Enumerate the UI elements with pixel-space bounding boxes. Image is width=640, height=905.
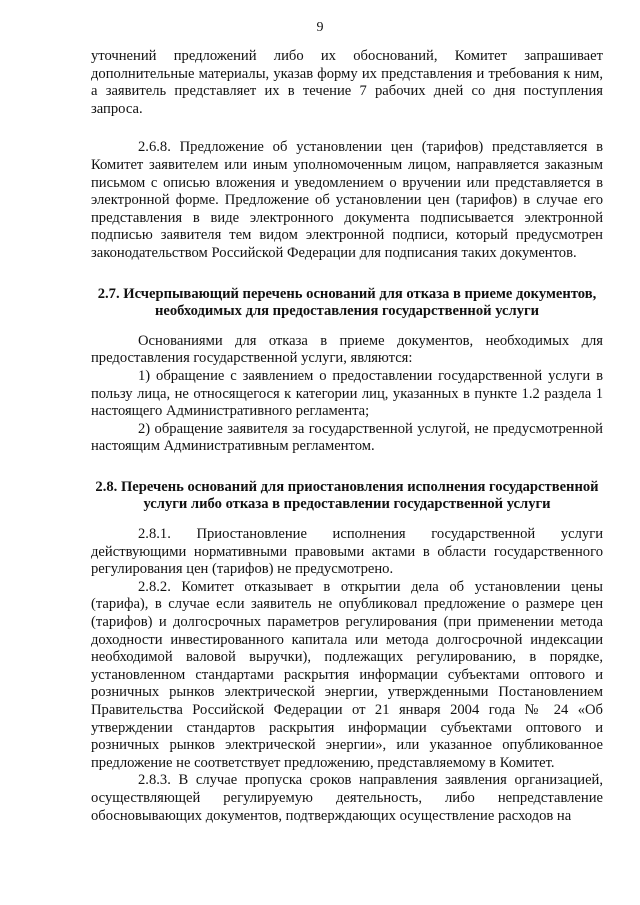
document-body <box>91 48 603 825</box>
paragraph-grounds-intro: Основаниями для отказа в приеме документов, необходимых для предоставления государственной услуги, являются: <box>91 332 603 367</box>
paragraph-2-8-3: 2.8.3. В случае пропуска сроков направления заявления организацией, осуществляющей регулируемую деятельность, либо непредставление обосновывающих документов, подтверждающих осуществление расходов на <box>91 772 603 824</box>
list-item-2: 2) обращение заявителя за государственной услугой, не предусмотренной настоящим Административным регламентом. <box>91 420 603 455</box>
paragraph-2-6-8: 2.6.8. Предложение об установлении цен (тарифов) представляется в Комитет заявителем или иным уполномоченным лицом, направляется заказным письмом с описью вложения и уведомлением о вручении или представляется в электронной форме. Предложение об установлении цен (тарифов) в случае его представления в виде электронного документа подписывается электронной подписью заявителя тем видом электронной подписи, который предусмотрен законодательством Российской Федерации для подписания таких документов. <box>91 139 603 261</box>
paragraph-2-8-2: 2.8.2. Комитет отказывает в открытии дела об установлении цены (тарифа), в случае если заявитель не опубликовал предложение о размере цен (тарифов) и долгосрочных параметров регулирования (при применении метода доходности инвестированного капитала или метода долгосрочной индексации необходимой валовой выручки), подлежащих регулированию, в порядке, установленном стандартами раскрытия информации субъектами оптового и розничных рынков электрической энергии, утвержденными Постановлением Правительства Российской Федерации от 21 января 2004 года № 24 «Об утверждении стандартов раскрытия информации субъектами оптового и розничных рынков электрической энергии», или указанное опубликованное предложение не соответствует предложению, представляемому в Комитет. <box>91 578 603 771</box>
page-number: 9 <box>316 20 324 35</box>
section-heading-2-7: 2.7. Исчерпывающий перечень оснований для отказа в приеме документов, необходимых для предоставления государственной услуги <box>97 285 597 320</box>
paragraph-continuation: уточнений предложений либо их обоснований, Комитет запрашивает дополнительные материалы, указав форму их представления и требования к ним, а заявитель представляет их в течение 7 рабочих дней со дня поступления запроса. <box>91 48 603 117</box>
section-heading-2-8: 2.8. Перечень оснований для приостановления исполнения государственной услуги либо отказа в предоставлении государственной услуги <box>95 478 599 513</box>
paragraph-2-8-1: 2.8.1. Приостановление исполнения государственной услуги действующими нормативными правовыми актами в области государственного регулирования цен (тарифов) не предусмотрено. <box>91 526 603 578</box>
list-item-1: 1) обращение с заявлением о предоставлении государственной услуги в пользу лица, не относящегося к категории лиц, указанных в пункте 1.2 раздела 1 настоящего Административного регламента; <box>91 367 603 420</box>
